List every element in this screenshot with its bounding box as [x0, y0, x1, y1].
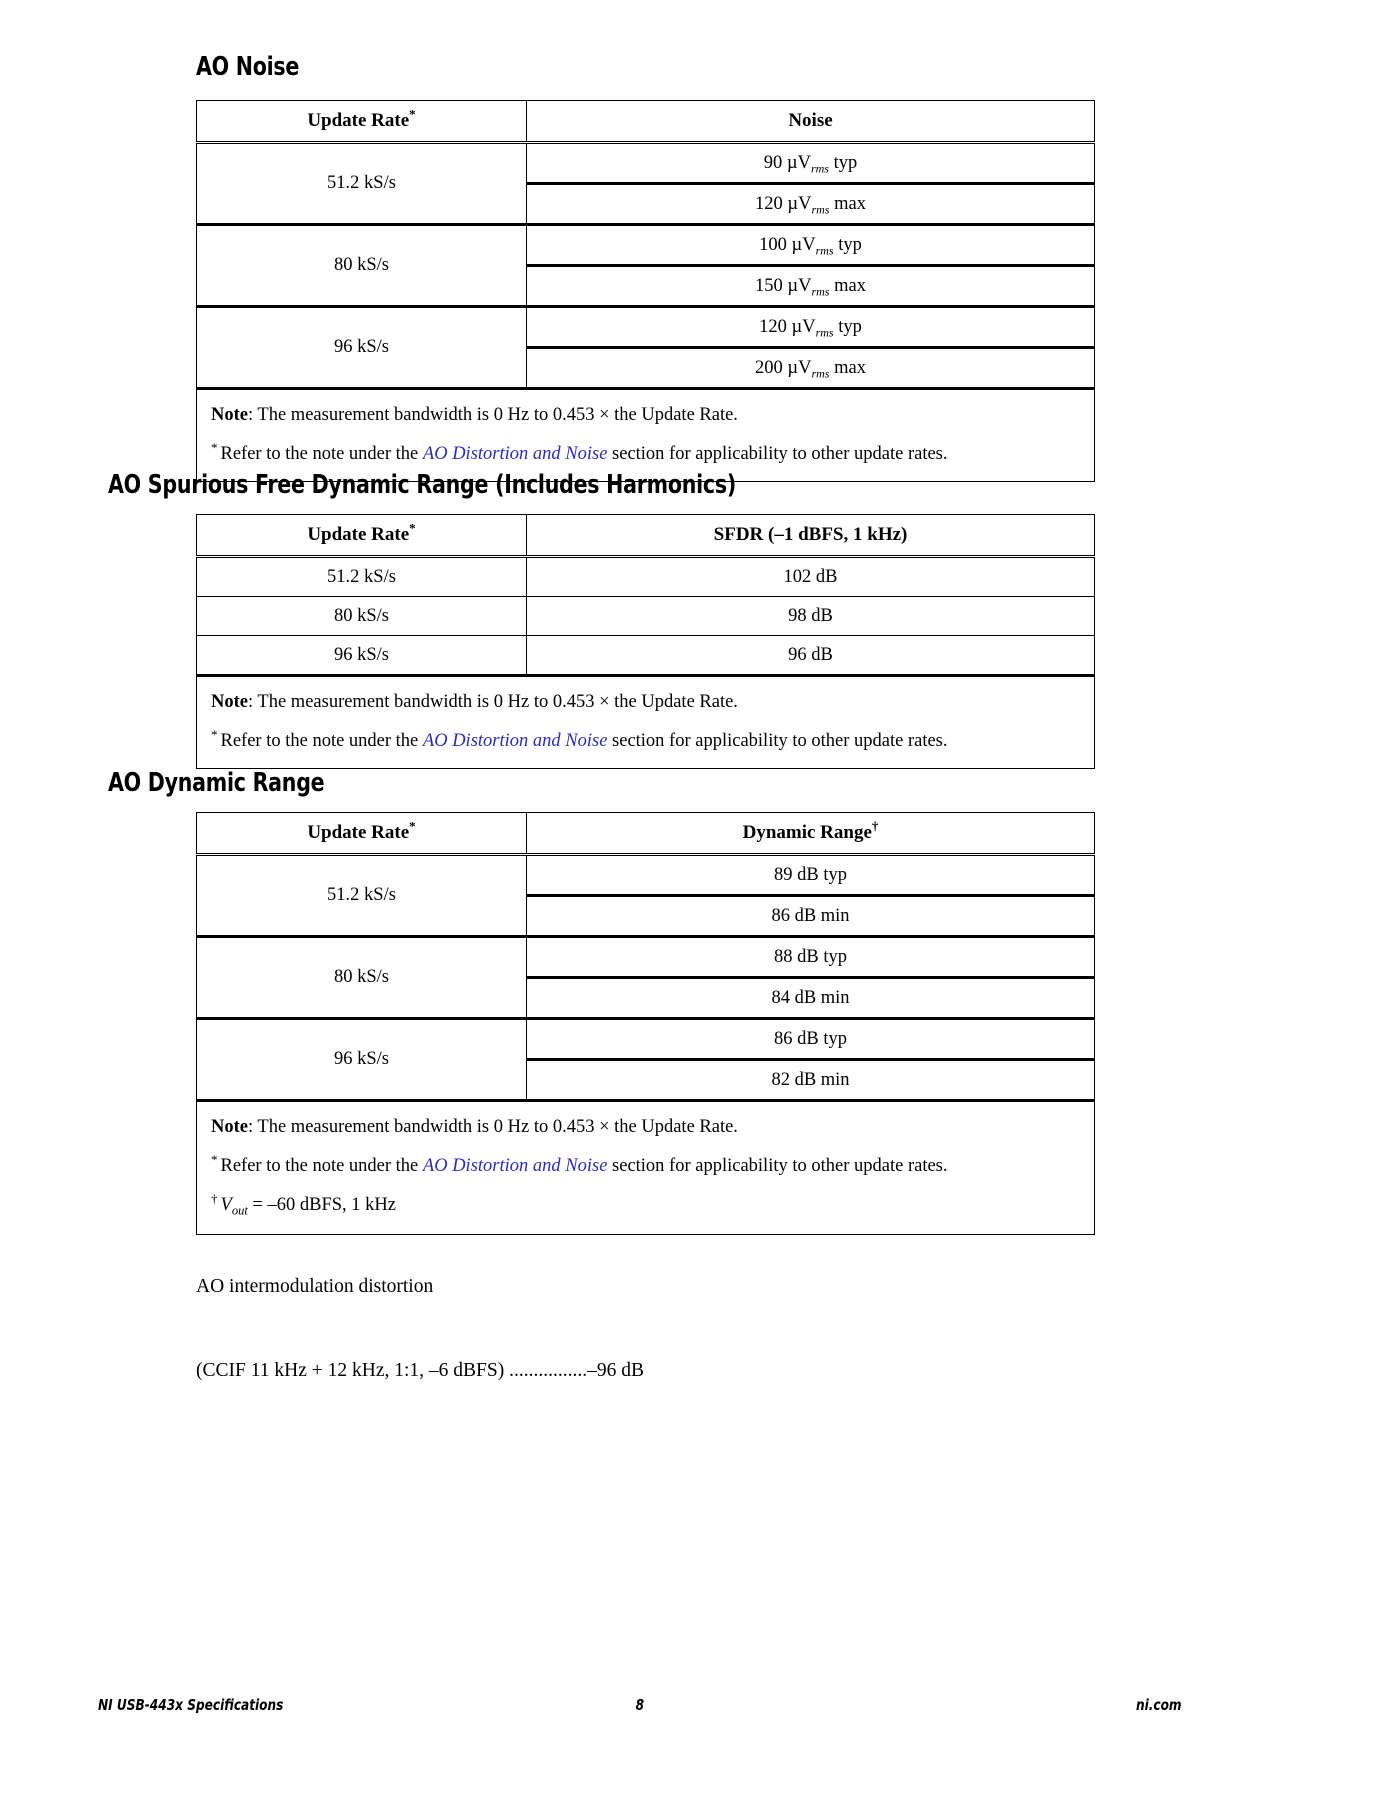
footnote-marker-star: *: [409, 106, 416, 122]
column-header-label: Update Rate: [307, 524, 410, 545]
cell-noise-value: 150 µV$_{rms}$ max: [527, 266, 1095, 307]
cell-noise-value: 90 µV$_{rms}$ typ: [527, 143, 1095, 184]
cell-sfdr-value: 98 dB: [527, 597, 1095, 636]
column-header-label: Noise: [788, 110, 833, 131]
cross-reference-link[interactable]: AO Distortion and Noise: [422, 1155, 608, 1176]
footnote-text-after: section for applicability to other update rates.: [607, 1155, 948, 1176]
table-row: [197, 597, 1095, 636]
vout-variable: V: [220, 1194, 232, 1215]
column-header-update-rate: [197, 813, 527, 855]
cell-dynamic-range-value: 86 dB min: [527, 896, 1095, 937]
column-header-update-rate: [197, 515, 527, 557]
table-notes-row: [197, 676, 1095, 769]
cell-update-rate: 96 kS/s: [197, 636, 527, 676]
footnote-marker-star: *: [211, 726, 218, 742]
footer-document-title: NI USB-443x Specifications: [98, 1696, 284, 1714]
cell-noise-value: 120 µV$_{rms}$ typ: [527, 307, 1095, 348]
footnote-marker-star: *: [409, 520, 416, 536]
note-label: Note: [211, 692, 248, 712]
footnote-dagger-text: = –60 dBFS, 1 kHz: [247, 1194, 396, 1215]
table-ao-dynamic-range: [196, 812, 1095, 1235]
column-header-sfdr: [527, 515, 1095, 557]
table-row: [197, 636, 1095, 676]
note-measurement-bandwidth: [211, 690, 1080, 715]
cross-reference-link[interactable]: AO Distortion and Noise: [422, 443, 608, 464]
table-row: [197, 225, 1095, 266]
heading-ao-spurious-free-dynamic-range: AO Spurious Free Dynamic Range (Includes Harmonics): [108, 470, 736, 500]
spec-label: AO intermodulation distortion: [196, 1275, 434, 1297]
table-notes-row: [197, 389, 1095, 482]
footnote-star: [211, 1151, 1080, 1179]
note-text: : The measurement bandwidth is 0 Hz to 0.453 × the Update Rate.: [247, 692, 738, 712]
footnote-marker-dagger: †: [211, 1190, 218, 1206]
vout-subscript: out: [231, 1203, 248, 1218]
column-header-label: Dynamic Range: [742, 822, 872, 843]
footer-page-number: 8: [635, 1696, 645, 1714]
footnote-text-after: section for applicability to other update rates.: [607, 730, 948, 751]
footnote-text-before: Refer to the note under the: [220, 1155, 423, 1176]
cross-reference-link[interactable]: AO Distortion and Noise: [422, 730, 608, 751]
cell-update-rate: 80 kS/s: [197, 937, 527, 1019]
cell-update-rate: 51.2 kS/s: [197, 557, 527, 597]
table-header-row: [197, 101, 1095, 143]
footer-website: ni.com: [1135, 1696, 1182, 1714]
heading-ao-noise: AO Noise: [196, 52, 300, 82]
column-header-label: Update Rate: [307, 822, 410, 843]
table-header-row: [197, 813, 1095, 855]
table-notes-row: [197, 1101, 1095, 1235]
table-notes: [197, 676, 1095, 769]
footnote-marker-dagger: †: [871, 818, 879, 834]
cell-sfdr-value: 102 dB: [527, 557, 1095, 597]
cell-update-rate: 96 kS/s: [197, 307, 527, 389]
cell-sfdr-value: 96 dB: [527, 636, 1095, 676]
note-label: Note: [211, 1117, 248, 1137]
footnote-marker-star: *: [211, 1151, 218, 1167]
cell-update-rate: 80 kS/s: [197, 225, 527, 307]
table-row: [197, 855, 1095, 896]
footnote-text-after: section for applicability to other update rates.: [607, 443, 948, 464]
table-row: [197, 1019, 1095, 1060]
table-ao-sfdr: [196, 514, 1095, 769]
cell-noise-value: 200 µV$_{rms}$ max: [527, 348, 1095, 389]
spec-value-line: (CCIF 11 kHz + 12 kHz, 1:1, –6 dBFS) ................–96 dB: [196, 1360, 644, 1382]
footnote-text-before: Refer to the note under the: [220, 730, 423, 751]
note-label: Note: [211, 405, 248, 425]
table-ao-noise: [196, 100, 1095, 482]
cell-update-rate: 51.2 kS/s: [197, 143, 527, 225]
note-text: : The measurement bandwidth is 0 Hz to 0.453 × the Update Rate.: [247, 1117, 738, 1137]
page-footer: [98, 1696, 1182, 1714]
cell-noise-value: 100 µV$_{rms}$ typ: [527, 225, 1095, 266]
cell-dynamic-range-value: 88 dB typ: [527, 937, 1095, 978]
cell-update-rate: 96 kS/s: [197, 1019, 527, 1101]
table-row: [197, 557, 1095, 597]
column-header-label: Update Rate: [307, 110, 410, 131]
footnote-marker-star: *: [211, 439, 218, 455]
table-row: [197, 307, 1095, 348]
cell-dynamic-range-value: 84 dB min: [527, 978, 1095, 1019]
table-notes: [197, 1101, 1095, 1235]
cell-update-rate: 80 kS/s: [197, 597, 527, 636]
footnote-star: [211, 439, 1080, 467]
note-text: : The measurement bandwidth is 0 Hz to 0.453 × the Update Rate.: [247, 405, 738, 425]
column-header-update-rate: [197, 101, 527, 143]
column-header-dynamic-range: [527, 813, 1095, 855]
table-header-row: [197, 515, 1095, 557]
note-measurement-bandwidth: [211, 1115, 1080, 1140]
column-header-label: SFDR (–1 dBFS, 1 kHz): [713, 524, 908, 545]
table-notes: [197, 389, 1095, 482]
column-header-noise: [527, 101, 1095, 143]
vout-symbol: [220, 1194, 248, 1218]
footnote-star: [211, 726, 1080, 754]
note-measurement-bandwidth: [211, 403, 1080, 428]
cell-dynamic-range-value: 86 dB typ: [527, 1019, 1095, 1060]
cell-noise-value: 120 µV$_{rms}$ max: [527, 184, 1095, 225]
cell-update-rate: 51.2 kS/s: [197, 855, 527, 937]
spec-ao-intermodulation-distortion: [196, 1216, 644, 1442]
table-row: [197, 937, 1095, 978]
cell-dynamic-range-value: 89 dB typ: [527, 855, 1095, 896]
cell-dynamic-range-value: 82 dB min: [527, 1060, 1095, 1101]
footnote-text-before: Refer to the note under the: [220, 443, 423, 464]
table-row: [197, 143, 1095, 184]
heading-ao-dynamic-range: AO Dynamic Range: [108, 768, 325, 798]
footnote-marker-star: *: [409, 818, 416, 834]
